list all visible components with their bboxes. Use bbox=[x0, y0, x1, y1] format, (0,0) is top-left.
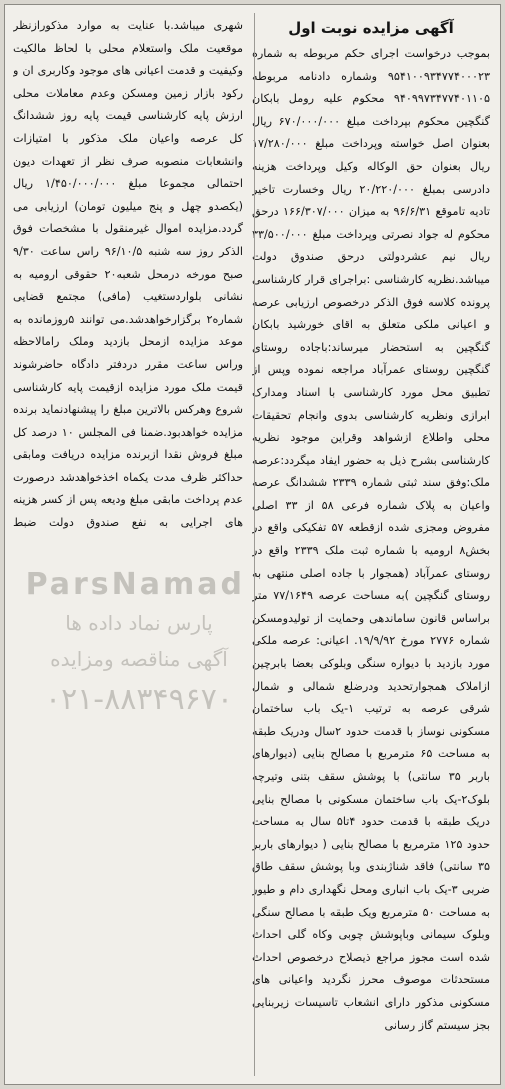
watermark-brand: ParsNamad bbox=[25, 567, 245, 602]
notice-right-column bbox=[252, 15, 490, 1076]
notice-title: آگهی مزایده نوبت اول bbox=[288, 19, 454, 37]
watermark-line-1: پارس نماد داده ها bbox=[65, 611, 213, 635]
notice-left-column bbox=[13, 15, 243, 535]
newspaper-clipping bbox=[4, 4, 501, 1085]
column-divider bbox=[254, 13, 255, 1076]
notice-body-right: بموجب درخواست اجرای حکم مربوطه به شماره ۹۵۴۱۰۰۹۳۴۷۷۴۰۰۰۲۳ وشماره دادنامه مربوطه ۹۴۰۹۹۷۳۴۷۷۴۰۱۱۰۵ محکوم علیه رومل بابکان گنگچین محکوم بپرداخت مبلغ ۶۷۰/۰۰۰/۰۰۰ ریال بعنوان اصل خواسته وپرداخت مبلغ ۱۷/۲۸۰/۰۰۰ ریال بعنوان حق الوکاله وکیل وپرداخت هزینه دادرسی بمبلغ ۲۰/۲۲۰/۰۰۰ ریال وخسارت تاخیر تادیه تاموقع ۹۶/۶/۳۱ به میزان ۱۶۶/۳۰۷/۰۰۰ درحق محکوم له جواد نصرتی وپرداخت مبلغ ۳۳/۵۰۰/۰۰۰ ریال نیم عشردولتی درحق صندوق دولت میباشد.نظریه کارشناسی :براجرای قرار کارشناسی پرونده کلاسه فوق الذکر درخصوص ارزیابی عرصه و اعیانی ملکی متعلق به اقای خورشید بابکان گنگچین به استحضار میرساند:باجاده روستای گنگچین روستای عمرآباد مراجعه نموده وپس از تطبیق محل مورد کارشناسی با اسناد ومدارک ابرازی ونظریه کارشناسی بدوی وانجام تحقیقات محلی واطلاع ازشواهد وقراین موجود نظریه کارشناسی بشرح ذیل به حضور ایفاد میگردد:عرصه ملک:وفق سند ثبتی شماره ۲۳۳۹ ششدانگ عرصه واعیان به پلاک شماره فرعی ۵۸ از ۳۳ اصلی مفروض ومجزی شده ازقطعه ۵۷ تفکیکی واقع در بخش۸ ارومیه با شماره ثبت ملک ۲۳۳۹ واقع در روستای عمرآباد (همجوار با جاده اصلی منتهی به روستای گنگچین )به مساحت عرصه ۷۷/۱۶۴۹ متر براساس قانون ساماندهی وحمایت از تولیدومسکن شماره ۲۷۷۶ مورخ ۱۹/۹/۹۲. اعیانی: عرصه ملکی مورد بازدید با دیواره سنگی وبلوکی بعضا بابرچین ازاملاک همجوارتحدید ودرضلع شمالی و شمال شرقی عرصه به ترتیب ۱-یک باب ساختمان مسکونی نوساز با قدمت حدود ۲سال ودریک طبقه به مساحت ۶۵ مترمربع با مصالح بنایی (دیوارهای باربر ۳۵ سانتی) با پوشش سقف بتنی وتیرچه بلوک۲-یک باب ساختمان مسکونی با مصالح بنایی دریک طبقه با قدمت حدود ۴تا۵ سال به مساحت حدود ۱۲۵ مترمربع با مصالح بنایی ( دیوارهای باربر ۳۵ سانتی) فاقد شناژبندی وبا پوشش سقف طاق ضربی ۳-یک باب انباری ومحل نگهداری دام و طیور به مساحت ۵۰ مترمربع ویک طبقه با مصالح سنگی وبلوک سیمانی وباپوشش چوبی وکاه گلی احداث شده است مجوز مراجع ذیصلاح درخصوص احداث مستحدثات موصوف محرز نگردید واعیانی های مسکونی مذکور دارای انشعاب تاسیسات زیربنایی بجز سیستم گاز رسانی bbox=[252, 47, 490, 1032]
watermark-phone: ۰۲۱-۸۸۳۴۹۶۷۰ bbox=[44, 682, 234, 717]
watermark bbox=[25, 565, 245, 723]
notice-body-left: شهری میباشد.با عنایت به موارد مذکورازنظر موقعیت ملک واستعلام محلی با لحاظ مالکیت وکیفیت و قدمت اعیانی های موجود وکاربری ان و رکود بازار زمین ومسکن وعدم معاملات محلی ارزش پایه کارشناسی قیمت پایه روز ششدانگ کل عرصه واعیان ملک مذکور با امتیازات وانشعابات منصوبه صرف نظر از تعهدات دیون احتمالی مجموعا مبلغ ۱/۴۵۰/۰۰۰/۰۰۰ ریال (یکصدو چهل و پنج میلیون تومان) ارزیابی می گردد.مزایده اموال غیرمنقول با مشخصات فوق الذکر روز سه شنبه ۹۶/۱۰/۵ راس ساعت ۹/۳۰ صبح مورخه درمحل شعبه۲۰ حقوقی ارومیه به نشانی بلواردستغیب (مافی) مجتمع قضایی شماره۲ برگزارخواهدشد.می توانند ۵روزمانده به موعد مزایده ازمحل بازدید وملک رامالاحظه وراس ساعت مقرر دردفتر دادگاه حاضرشوند قیمت ملک مورد مزایده ازقیمت پایه کارشناسی شروع وهرکس بالاترین مبلغ را پیشنهادنماید برنده مزایده خواهدبود.ضمنا فی المجلس ۱۰ درصد کل مبلغ فروش نقدا ازبرنده مزایده دریافت ومابقی حداکثر ظرف مدت یکماه اخذخواهدشد درصورت عدم پرداخت مابقی مبلغ ودیعه پس از کسر هزینه های اجرایی به نفع صندوق دولت ضبط bbox=[13, 19, 243, 530]
watermark-line-2: آگهی مناقصه ومزایده bbox=[50, 647, 228, 671]
